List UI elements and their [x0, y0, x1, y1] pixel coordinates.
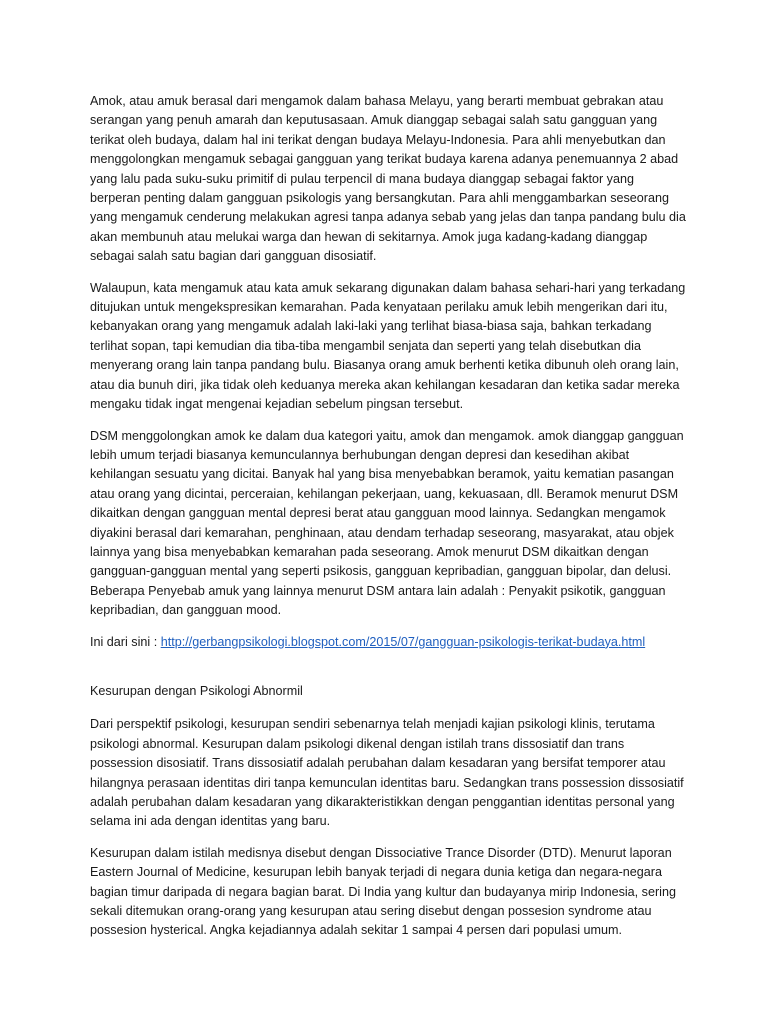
paragraph-amok-behavior: Walaupun, kata mengamuk atau kata amuk sekarang digunakan dalam bahasa sehari-hari yang terkadang ditujukan untuk mengekspresikan kemarahan. Pada kenyataan perilaku amuk lebih mengerikan dari itu, kebanyakan orang yang mengamuk adalah laki-laki yang terlihat biasa-biasa saja, bahkan terkadang terlihat sopan, tapi kemudian dia tiba-tiba mengambil senjata dan seperti yang telah disebutkan dia menyerang orang lain tanpa pandang bulu. Biasanya orang amuk berhenti ketika dibunuh oleh orang lain, atau dia bunuh diri, jika tidak oleh keduanya mereka akan kehilangan kesadaran dan ketika sadar mereka mengaku tidak ingat mengenai kejadian sebelum pingsan tersebut.	[90, 280, 686, 412]
paragraph-amok-definition: Amok, atau amuk berasal dari mengamok dalam bahasa Melayu, yang berarti membuat gebrakan atau serangan yang penuh amarah dan keputusasaan. Amuk dianggap sebagai salah satu gangguan yang terikat oleh budaya, dalam hal ini terikat dengan budaya Melayu-Indonesia. Para ahli menyebutkan dan menggolongkan mengamuk sebagai gangguan yang terikat budaya karena adanya penemuannya 2 abad yang lalu pada suku-suku primitif di pulau terpencil di mana budaya dianggap sebagai faktor yang berperan penting dalam gangguan psikologis yang bersangkutan. Para ahli menggambarkan seseorang yang mengamuk cenderung melakukan agresi tanpa adanya sebab yang jelas dan tanpa pandang bulu dia akan membunuh atau melukai warga dan hewan di sekitarnya. Amok juga kadang-kadang dianggap sebagai salah satu bagian dari gangguan disosiatif.	[90, 94, 686, 264]
document-page	[90, 92, 686, 953]
paragraph-trans-dissosiatif: Dari perspektif psikologi, kesurupan sendiri sebenarnya telah menjadi kajian psikologi klinis, terutama psikologi abnormal. Kesurupan dalam psikologi dikenal dengan istilah trans dissosiatif dan trans possession disosiatif. Trans dissosiatif adalah perubahan dalam kesadaran yang bersifat temporer atau hilangnya perasaan identitas diri tanpa kemunculan identitas baru. Sedangkan trans possession dissosiatif adalah perubahan dalam kesadaran yang dikarakteristikkan dengan penggantian identitas personal yang selama ini ada dengan identitas yang baru.	[90, 717, 684, 829]
paragraph-dtd: Kesurupan dalam istilah medisnya disebut dengan Dissociative Trance Disorder (DTD). Menurut laporan Eastern Journal of Medicine, kesurupan lebih banyak terjadi di negara dunia ketiga dan negara-negara bagian timur daripada di negara bagian barat. Di India yang kultur dan budayanya mirip Indonesia, sering sekali ditemukan orang-orang yang kesurupan atau sering disebut dengan possesion syndrome atau possesion hysterical. Angka kejadiannya adalah sekitar 1 sampai 4 persen dari populasi umum.	[90, 845, 676, 938]
source-prefix: Ini dari sini :	[90, 634, 161, 649]
section-heading: Kesurupan dengan Psikologi Abnormil	[90, 683, 303, 698]
source-link[interactable]: http://gerbangpsikologi.blogspot.com/2015/07/gangguan-psikologis-terikat-budaya.html	[160, 634, 646, 649]
paragraph-dsm-classification: DSM menggolongkan amok ke dalam dua kategori yaitu, amok dan mengamok. amok dianggap gangguan lebih umum terjadi biasanya kemunculannya berhubungan dengan depresi dan kesedihan akibat kehilangan sesuatu yang dicitai. Banyak hal yang bisa menyebabkan beramok, yaitu kematian pasangan atau orang yang dicintai, perceraian, kehilangan pekerjaan, uang, kekuasaan, dll. Beramok menurut DSM dikaitkan dengan gangguan mental depresi berat atau gangguan mood lainnya. Sedangkan mengamok diyakini berasal dari kemarahan, penghinaan, atau dendam terhadap seseorang, masyarakat, atau objek lainnya yang bisa menyebabkan kemarahan pada seseorang. Amok menurut DSM dikaitkan dengan gangguan-gangguan mental yang seperti psikosis, gangguan kepribadian, gangguan bipolar, dan delusi. Beberapa Penyebab amuk yang lainnya menurut DSM antara lain adalah : Penyakit psikotik, gangguan kepribadian, dan gangguan mood.	[90, 428, 684, 618]
source-line	[90, 633, 686, 652]
